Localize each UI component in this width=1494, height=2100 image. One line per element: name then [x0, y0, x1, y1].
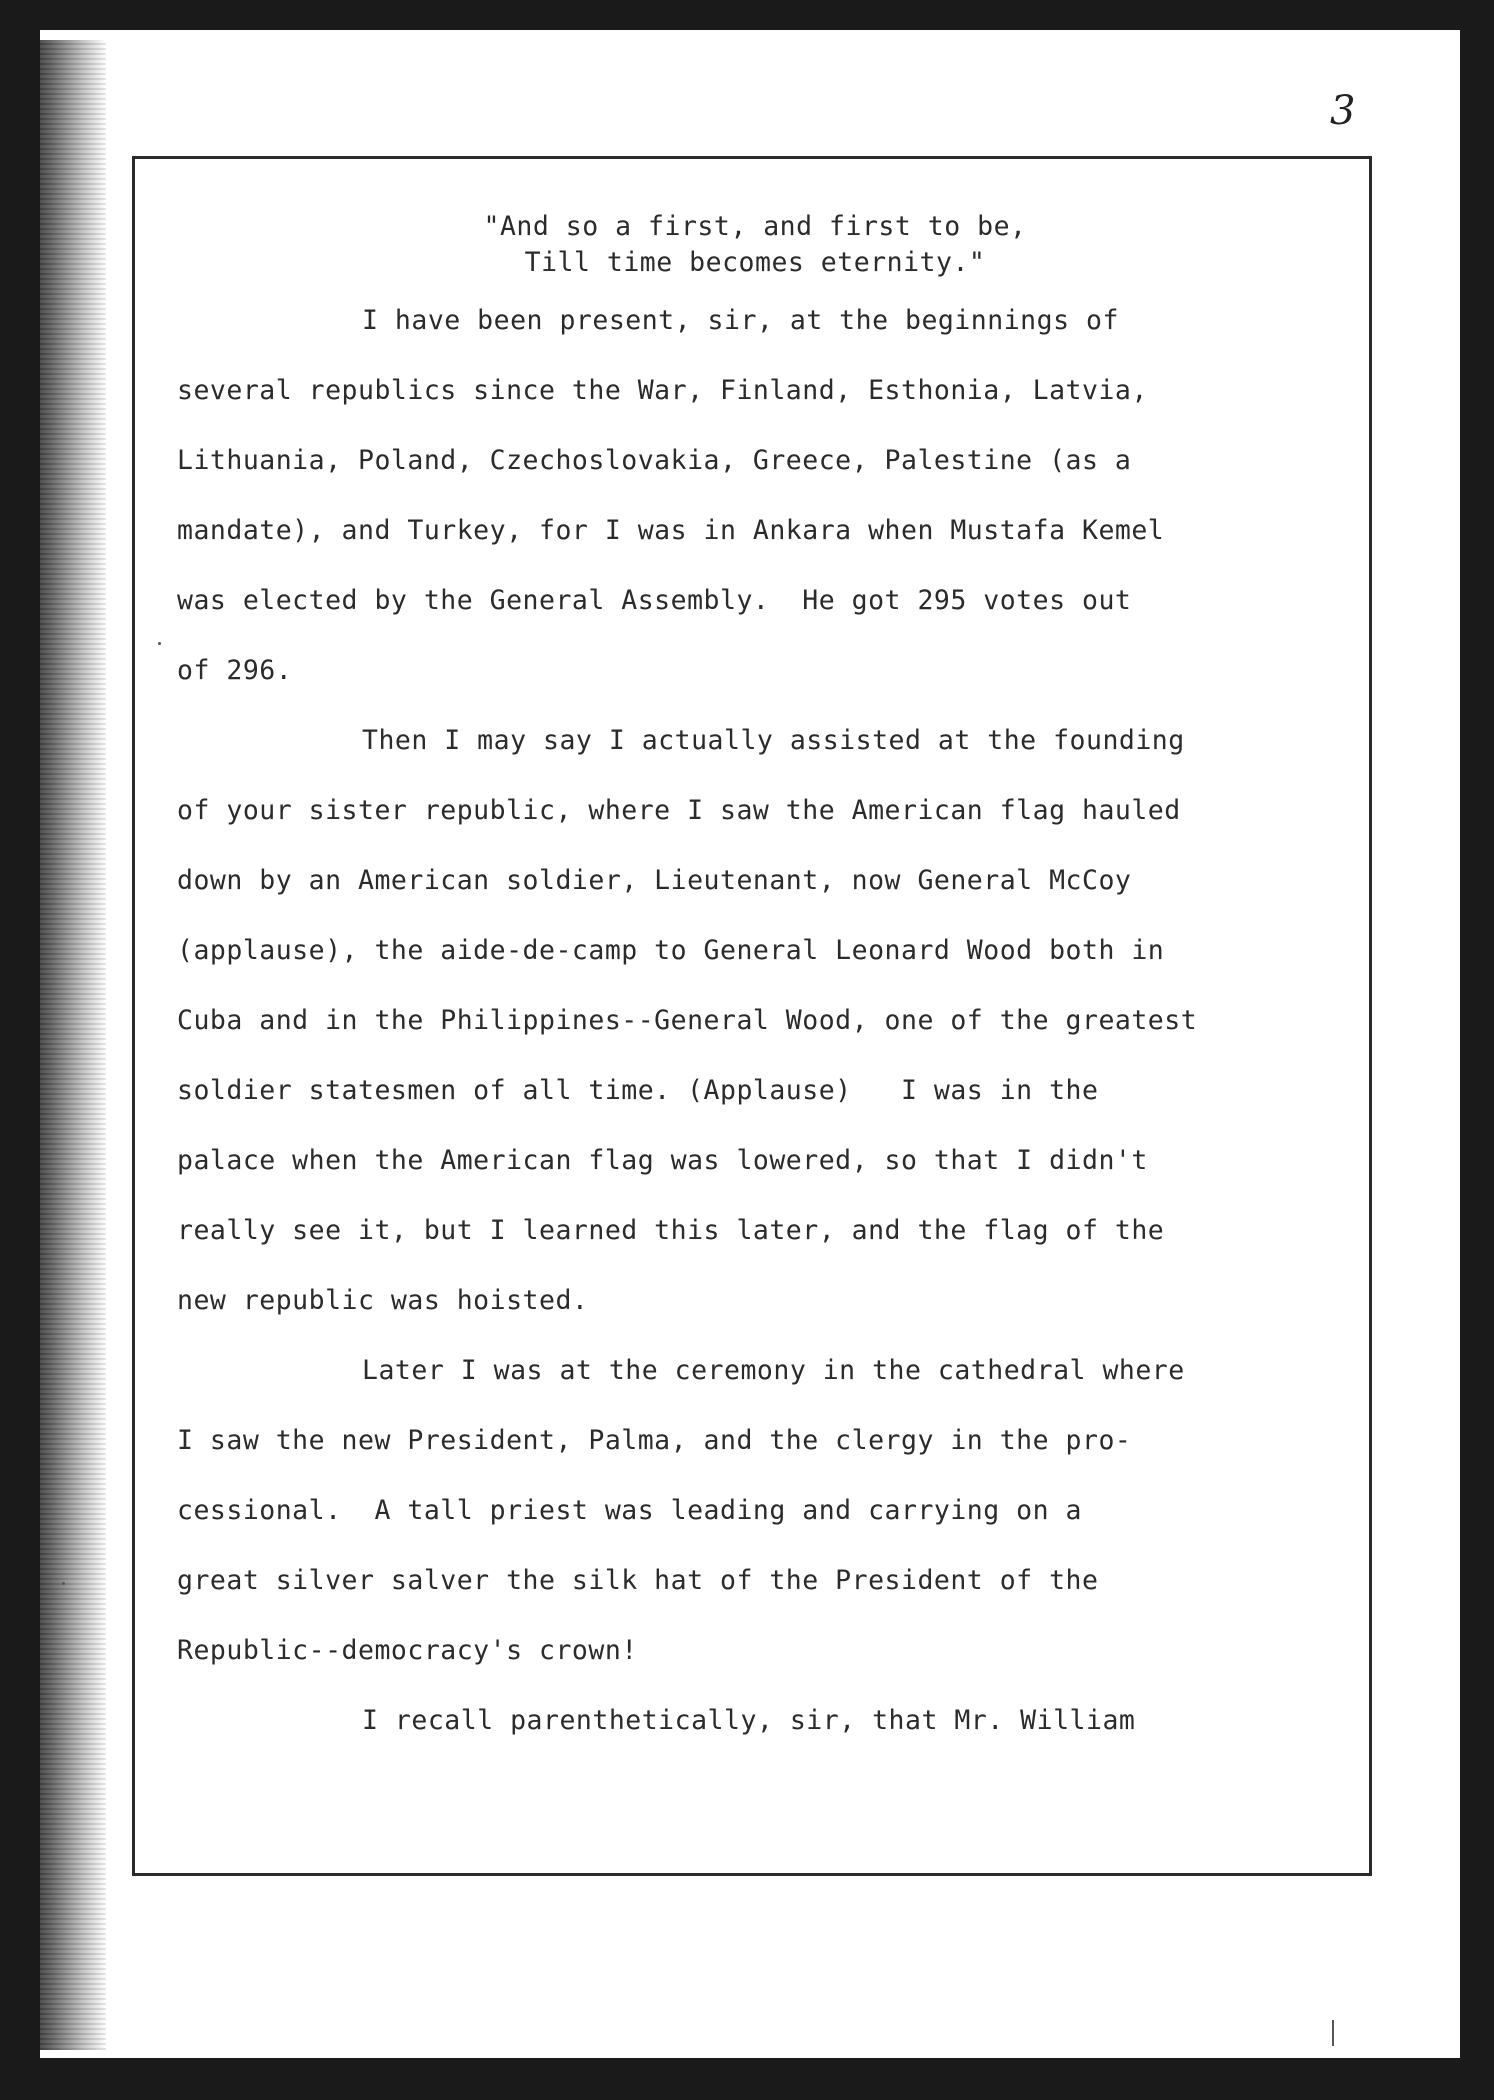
text-line-7: Then I may say I actually assisted at the founding: [362, 725, 1185, 756]
text-line-16: Later I was at the ceremony in the cathedral where: [362, 1355, 1185, 1386]
text-line-12: soldier statesmen of all time. (Applause) I was in the: [177, 1075, 1099, 1106]
text-line-6: of 296.: [177, 655, 293, 686]
scan-mark: [1332, 2020, 1334, 2046]
verse-line-1: "And so a first, and first to be,: [483, 211, 1027, 242]
text-line-19: great silver salver the silk hat of the President of the: [177, 1565, 1099, 1596]
text-line-20: Republic--democracy's crown!: [177, 1635, 638, 1666]
text-line-15: new republic was hoisted.: [177, 1285, 589, 1316]
page-number: 3: [1330, 88, 1356, 134]
text-line-13: palace when the American flag was lowered, so that I didn't: [177, 1145, 1148, 1176]
text-line-4: mandate), and Turkey, for I was in Ankara when Mustafa Kemel: [177, 515, 1165, 546]
text-line-5: was elected by the General Assembly. He got 295 votes out: [177, 585, 1132, 616]
verse-line-2: Till time becomes eternity.": [524, 247, 986, 278]
scan-speck: [158, 642, 161, 645]
text-line-17: I saw the new President, Palma, and the clergy in the pro-: [177, 1425, 1132, 1456]
text-line-1: I have been present, sir, at the beginnings of: [362, 305, 1119, 336]
text-line-11: Cuba and in the Philippines--General Wood, one of the greatest: [177, 1005, 1198, 1036]
scan-speck: [62, 1582, 65, 1585]
text-frame: [132, 156, 1372, 1876]
text-line-9: down by an American soldier, Lieutenant, now General McCoy: [177, 865, 1132, 896]
text-line-3: Lithuania, Poland, Czechoslovakia, Greece, Palestine (as a: [177, 445, 1132, 476]
text-line-2: several republics since the War, Finland, Esthonia, Latvia,: [177, 375, 1148, 406]
binding-texture: [40, 40, 106, 2050]
text-line-14: really see it, but I learned this later, and the flag of the: [177, 1215, 1165, 1246]
text-line-21: I recall parenthetically, sir, that Mr. William: [362, 1705, 1136, 1736]
text-line-18: cessional. A tall priest was leading and carrying on a: [177, 1495, 1082, 1526]
text-line-10: (applause), the aide-de-camp to General Leonard Wood both in: [177, 935, 1165, 966]
text-line-8: of your sister republic, where I saw the American flag hauled: [177, 795, 1181, 826]
paper-sheet: [40, 30, 1460, 2058]
